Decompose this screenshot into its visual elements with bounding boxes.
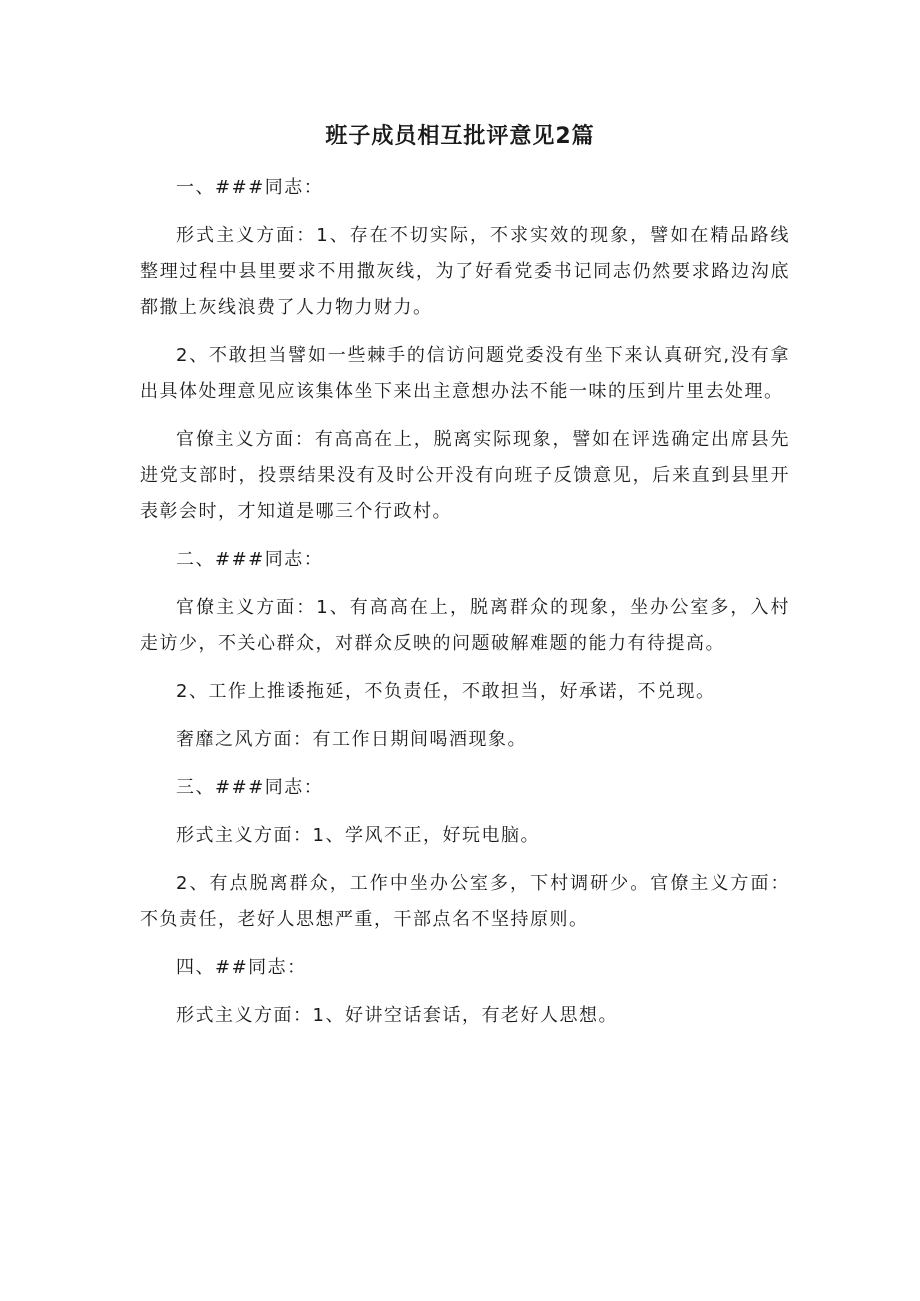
paragraph: 2、不敢担当譬如一些棘手的信访问题党委没有坐下来认真研究,没有拿出具体处理意见应该集体坐下来出主意想办法不能一味的压到片里去处理。 bbox=[140, 345, 790, 402]
document-body bbox=[140, 170, 790, 1046]
document-title: 班子成员相互批评意见2篇 bbox=[325, 124, 595, 149]
paragraph: 2、有点脱离群众，工作中坐办公室多，下村调研少。官僚主义方面：不负责任，老好人思想严重，干部点名不坚持原则。 bbox=[140, 873, 790, 930]
paragraph: 奢靡之风方面：有工作日期间喝酒现象。 bbox=[176, 729, 527, 750]
paragraph: 2、工作上推诿拖延，不负责任，不敢担当，好承诺，不兑现。 bbox=[176, 681, 716, 702]
paragraph: 官僚主义方面：1、有高高在上，脱离群众的现象，坐办公室多，入村走访少，不关心群众，对群众反映的问题破解难题的能力有待提高。 bbox=[140, 597, 790, 654]
paragraph: 形式主义方面：1、学风不正，好玩电脑。 bbox=[176, 825, 540, 846]
paragraph: 形式主义方面：1、好讲空话套话，有老好人思想。 bbox=[176, 1005, 618, 1026]
section-heading-4: 四、##同志： bbox=[176, 957, 307, 978]
section-heading-2: 二、###同志： bbox=[176, 549, 324, 570]
section-heading-3: 三、###同志： bbox=[176, 777, 324, 798]
paragraph: 官僚主义方面：有高高在上，脱离实际现象，譬如在评选确定出席县先进党支部时，投票结果没有及时公开没有向班子反馈意见，后来直到县里开表彰会时，才知道是哪三个行政村。 bbox=[140, 429, 790, 522]
section-heading-1: 一、###同志： bbox=[176, 177, 324, 198]
paragraph: 形式主义方面：1、存在不切实际，不求实效的现象，譬如在精品路线整理过程中县里要求不用撒灰线，为了好看党委书记同志仍然要求路边沟底都撒上灰线浪费了人力物力财力。 bbox=[140, 225, 790, 318]
